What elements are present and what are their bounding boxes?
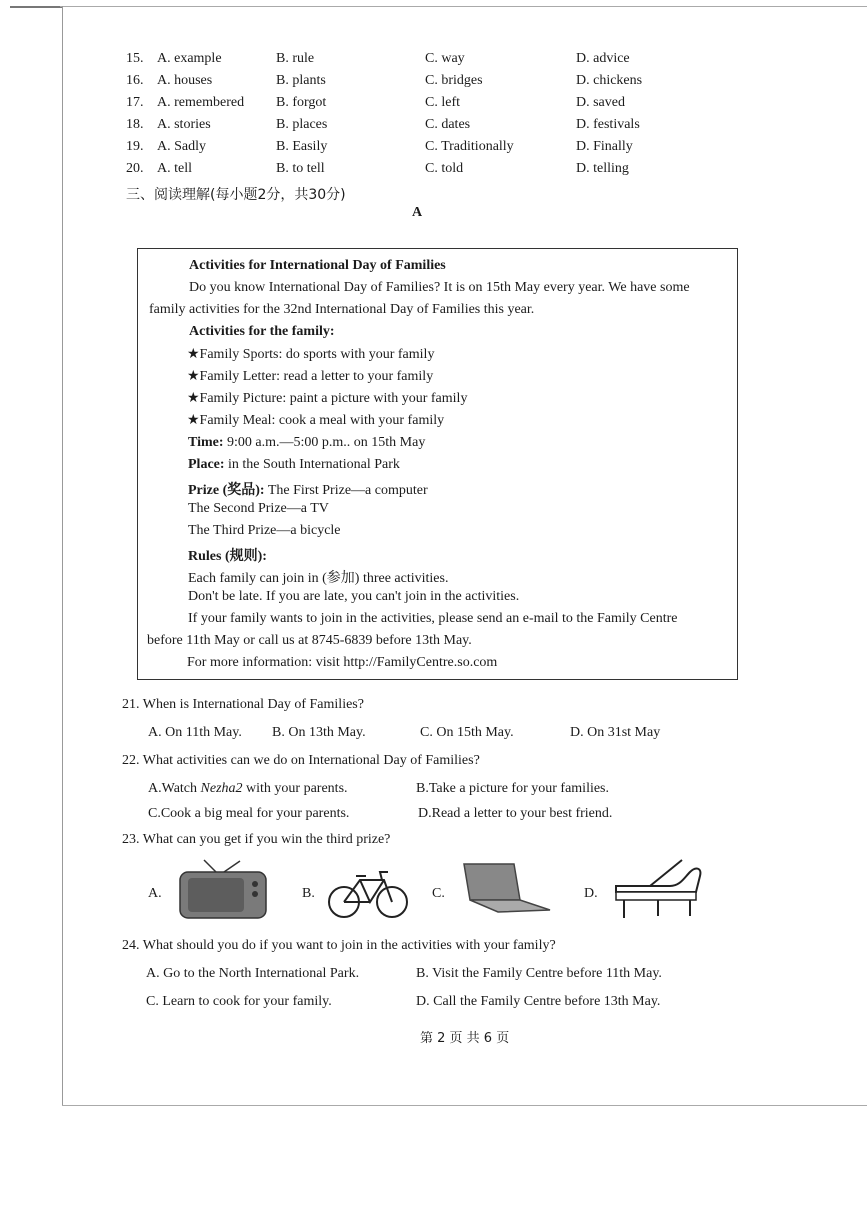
q24-option-b: B. Visit the Family Centre before 11th May. (416, 966, 662, 981)
section-title: 三、阅读理解(每小题2分，共30分) (126, 187, 346, 203)
q22-option-c: C.Cook a big meal for your parents. (148, 806, 350, 821)
q22-option-b: B.Take a picture for your families. (416, 781, 610, 796)
option-a: A. houses (157, 73, 213, 88)
option-c: C. told (425, 161, 464, 176)
piano-icon (610, 856, 706, 927)
q21-option-a: A. On 11th May. (148, 725, 242, 740)
more-info: For more information: visit http://FamilyCentre.so.com (187, 655, 498, 670)
option-d: D. telling (576, 161, 629, 176)
q22-option-d: D.Read a letter to your best friend. (418, 806, 613, 821)
bicycle-icon (326, 864, 410, 925)
option-c: C. Traditionally (425, 139, 514, 154)
activity-item: ★Family Meal: cook a meal with your family (187, 413, 445, 428)
question-number: 20. (126, 161, 144, 176)
prize-third: The Third Prize—a bicycle (188, 523, 341, 538)
rule-3a: If your family wants to join in the activities, please send an e-mail to the Family Centre (188, 611, 678, 626)
page-border-left (62, 6, 63, 1106)
option-c: C. way (425, 51, 465, 66)
option-b: B. forgot (276, 95, 327, 110)
rule-1: Each family can join in (参加) three activities. (188, 571, 449, 586)
option-b: B. plants (276, 73, 326, 88)
option-c: C. left (425, 95, 460, 110)
question-21-stem: 21. When is International Day of Families? (122, 697, 364, 712)
rules-heading: Rules (规则): (188, 549, 267, 564)
q21-option-b: B. On 13th May. (272, 725, 366, 740)
laptop-icon (458, 860, 554, 921)
q23-option-a: A. (148, 886, 162, 901)
activity-item: ★Family Picture: paint a picture with your family (187, 391, 468, 406)
passage-label: A (412, 205, 423, 220)
tv-icon (176, 858, 272, 927)
q24-option-d: D. Call the Family Centre before 13th May. (416, 994, 661, 1009)
option-d: D. chickens (576, 73, 643, 88)
page-footer: 第 2 页 共 6 页 (420, 1031, 510, 1046)
option-c: C. bridges (425, 73, 483, 88)
notice-box (137, 248, 738, 680)
scan-edge (10, 6, 62, 8)
question-24-stem: 24. What should you do if you want to join in the activities with your family? (122, 938, 556, 953)
activities-heading: Activities for the family: (189, 324, 335, 339)
rule-3b: before 11th May or call us at 8745-6839 before 13th May. (147, 633, 472, 648)
q24-option-c: C. Learn to cook for your family. (146, 994, 332, 1009)
q23-option-d: D. (584, 886, 598, 901)
option-b: B. places (276, 117, 328, 132)
option-a: A. remembered (157, 95, 245, 110)
option-d: D. Finally (576, 139, 633, 154)
option-d: D. advice (576, 51, 630, 66)
activity-item: ★Family Letter: read a letter to your family (187, 369, 434, 384)
option-a: A. stories (157, 117, 211, 132)
q23-option-b: B. (302, 886, 315, 901)
notice-intro-1: Do you know International Day of Families? It is on 15th May every year. We have some (189, 280, 690, 295)
q23-option-c: C. (432, 886, 445, 901)
activity-item: ★Family Sports: do sports with your family (187, 347, 435, 362)
question-number: 18. (126, 117, 144, 132)
option-c: C. dates (425, 117, 471, 132)
option-b: B. to tell (276, 161, 325, 176)
question-22-stem: 22. What activities can we do on International Day of Families? (122, 753, 480, 768)
option-a: A. example (157, 51, 222, 66)
question-number: 17. (126, 95, 144, 110)
option-d: D. saved (576, 95, 625, 110)
q21-option-d: D. On 31st May (570, 725, 661, 740)
time-line: Time: 9:00 a.m.—5:00 p.m.. on 15th May (188, 435, 426, 450)
prize-second: The Second Prize—a TV (188, 501, 329, 516)
option-a: A. tell (157, 161, 192, 176)
option-b: B. rule (276, 51, 315, 66)
q24-option-a: A. Go to the North International Park. (146, 966, 360, 981)
prize-line: Prize (奖品): The First Prize—a computer (188, 483, 428, 498)
page-border-bottom (62, 1105, 867, 1106)
question-number: 15. (126, 51, 144, 66)
question-number: 16. (126, 73, 144, 88)
question-23-stem: 23. What can you get if you win the third prize? (122, 832, 391, 847)
q21-option-c: C. On 15th May. (420, 725, 514, 740)
option-d: D. festivals (576, 117, 640, 132)
q22-option-a: A.Watch Nezha2 with your parents. (148, 781, 348, 796)
question-number: 19. (126, 139, 144, 154)
place-line: Place: in the South International Park (188, 457, 400, 472)
notice-intro-2: family activities for the 32nd International Day of Families this year. (149, 302, 535, 317)
option-b: B. Easily (276, 139, 328, 154)
option-a: A. Sadly (157, 139, 206, 154)
notice-title: Activities for International Day of Families (189, 258, 446, 273)
page-border-top (60, 6, 867, 7)
rule-2: Don't be late. If you are late, you can't join in the activities. (188, 589, 520, 604)
